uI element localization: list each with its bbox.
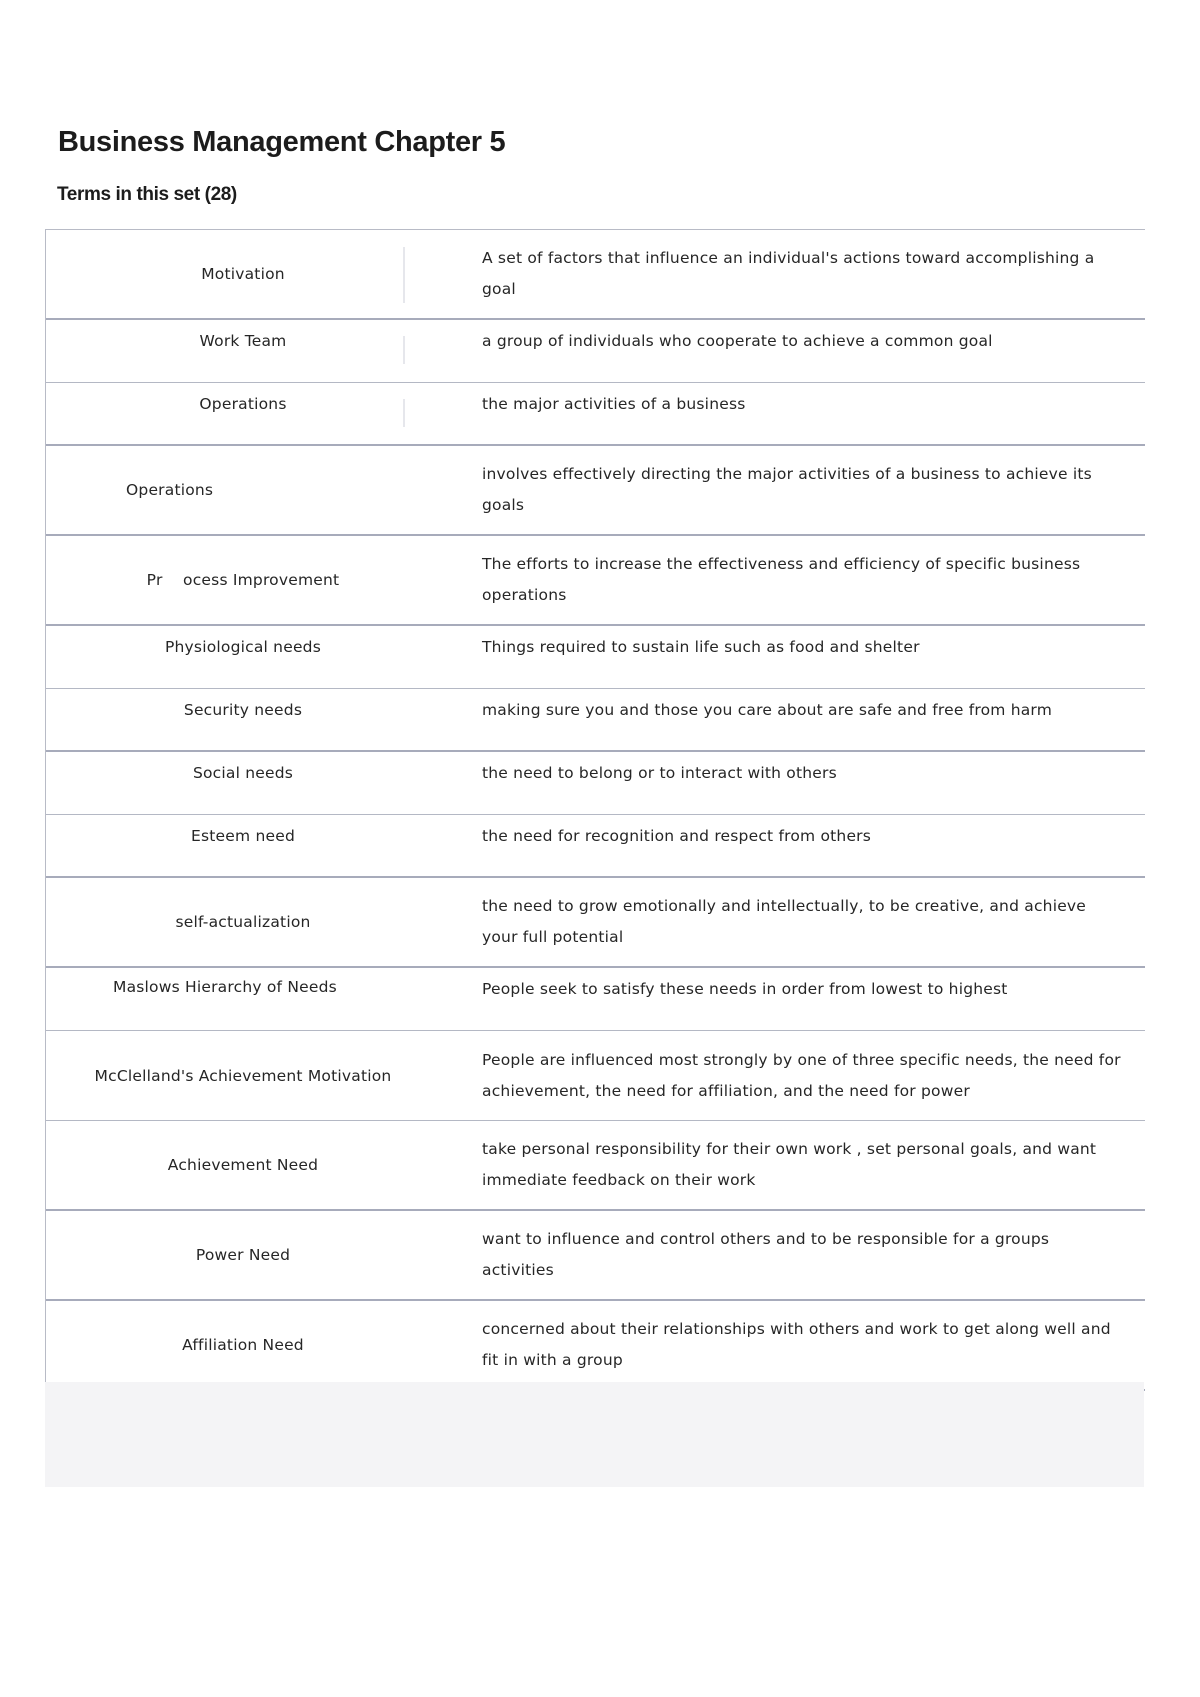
term-definition: People seek to satisfy these needs in order from lowest to highest bbox=[482, 980, 1008, 998]
term-definition: A set of factors that influence an individual's actions toward accomplishing a goal bbox=[482, 249, 1095, 298]
term-label: Physiological needs bbox=[164, 638, 321, 656]
term-definition: making sure you and those you care about are safe and free from harm bbox=[482, 701, 1053, 719]
term-row bbox=[46, 1301, 1145, 1391]
term-label: Work Team bbox=[199, 332, 287, 350]
term-label: Power Need bbox=[195, 1246, 291, 1264]
term-label: Operations bbox=[199, 395, 287, 413]
term-label: Pr ocess Improvement bbox=[146, 571, 340, 589]
term-definition: the need to belong or to interact with others bbox=[482, 764, 837, 782]
term-label: Motivation bbox=[201, 265, 285, 283]
column-divider bbox=[403, 247, 405, 303]
term-definition: the major activities of a business bbox=[482, 395, 746, 413]
term-row bbox=[46, 878, 1145, 968]
term-label: Esteem need bbox=[191, 827, 295, 845]
term-definition: concerned about their relationships with others and work to get along well and fit in with a group bbox=[482, 1320, 1111, 1369]
page-title: Business Management Chapter 5 bbox=[58, 126, 506, 158]
term-row bbox=[46, 689, 1145, 752]
term-row bbox=[46, 626, 1145, 689]
term-row bbox=[46, 1211, 1145, 1301]
term-definition: People are influenced most strongly by one of three specific needs, the need for achievement, the need for affiliation, and the need for power bbox=[482, 1050, 1121, 1100]
term-row bbox=[46, 536, 1145, 626]
term-row bbox=[46, 446, 1145, 536]
term-definition: Things required to sustain life such as food and shelter bbox=[482, 638, 920, 656]
term-label: Security needs bbox=[183, 701, 303, 719]
term-label: McClelland's Achievement Motivation bbox=[94, 1066, 392, 1085]
column-divider bbox=[403, 399, 405, 427]
term-definition: take personal responsibility for their own work , set personal goals, and want immediate feedback on their work bbox=[482, 1140, 1097, 1189]
term-label: Operations bbox=[126, 481, 214, 499]
term-label: Achievement Need bbox=[167, 1156, 319, 1174]
term-label: Affiliation Need bbox=[182, 1336, 304, 1354]
term-label: self-actualization bbox=[175, 913, 311, 931]
term-row bbox=[46, 1031, 1145, 1121]
term-label: Maslows Hierarchy of Needs bbox=[113, 978, 337, 996]
term-row bbox=[46, 383, 1145, 446]
term-label: Social needs bbox=[192, 764, 294, 782]
term-definition: the need for recognition and respect from others bbox=[482, 827, 872, 845]
term-row bbox=[46, 752, 1145, 815]
term-row bbox=[46, 1121, 1145, 1211]
term-definition: The efforts to increase the effectiveness and efficiency of specific business operations bbox=[482, 555, 1081, 604]
terms-count: Terms in this set (28) bbox=[57, 184, 237, 205]
term-row bbox=[46, 230, 1145, 320]
term-row bbox=[46, 968, 1145, 1031]
term-definition: want to influence and control others and to be responsible for a groups activities bbox=[482, 1230, 1050, 1279]
column-divider bbox=[403, 336, 405, 364]
term-row bbox=[46, 320, 1145, 383]
term-row bbox=[46, 815, 1145, 878]
footer-band bbox=[45, 1382, 1144, 1487]
terms-table bbox=[45, 229, 1145, 1391]
term-definition: involves effectively directing the major activities of a business to achieve its goals bbox=[482, 465, 1092, 514]
term-definition: the need to grow emotionally and intellectually, to be creative, and achieve your full potential bbox=[482, 897, 1087, 946]
term-definition: a group of individuals who cooperate to achieve a common goal bbox=[482, 332, 993, 350]
